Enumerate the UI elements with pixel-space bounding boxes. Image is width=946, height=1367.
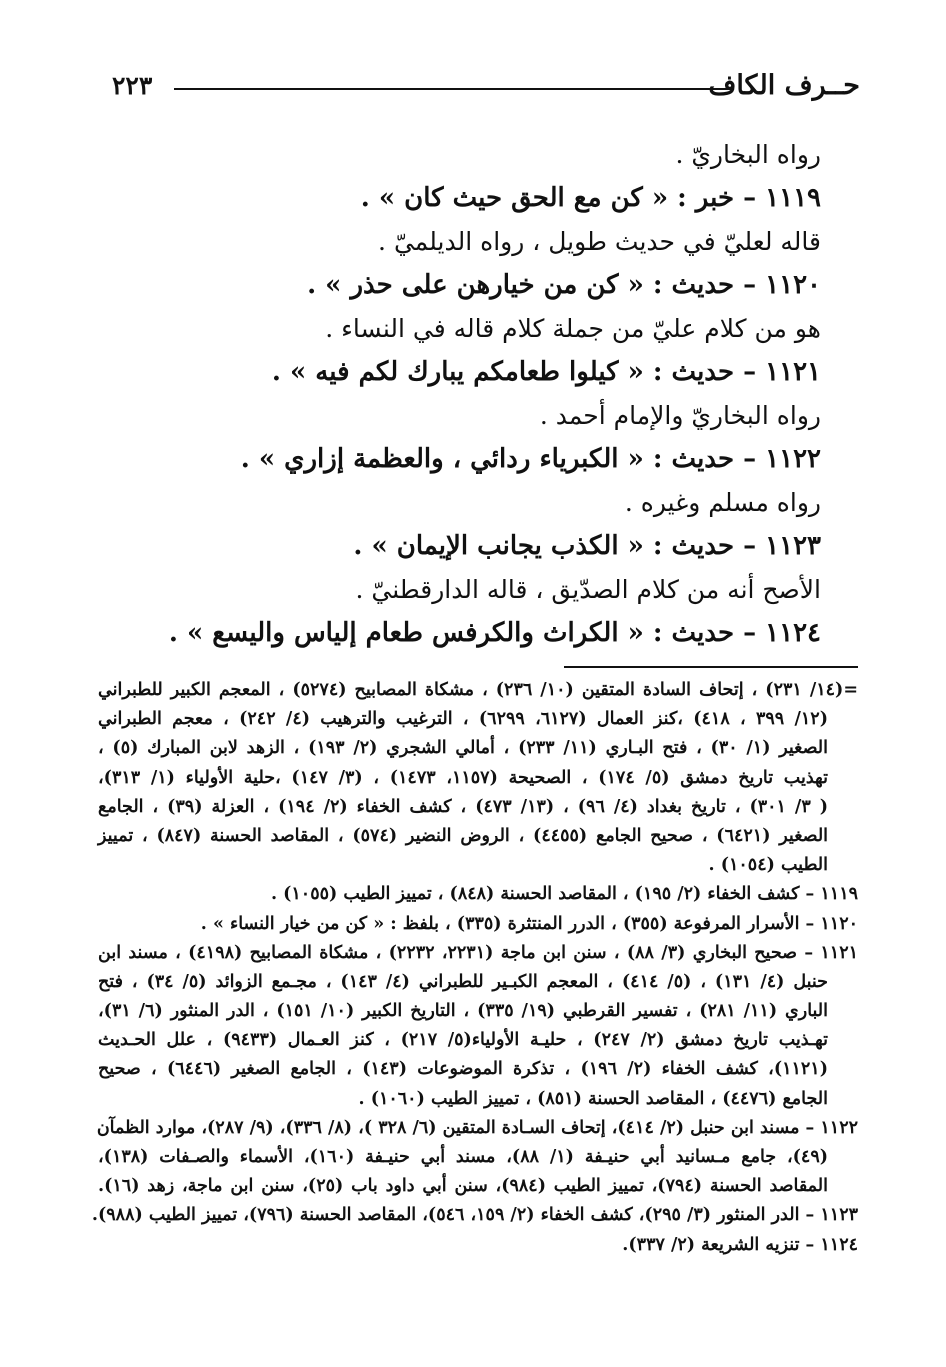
footnote-line: حنبل (٤/ ١٣١) ، (٥/ ٤١٤) ، المعجم الكبـير للطبراني (٤/ ١٤٣) ، مجـمع الزوائد (٥/ ٣٤) ، فتح (98, 971, 828, 992)
entry-heading: ١١٢٣ – حديث : « الكذب يجانب الإيمان » . (353, 530, 821, 561)
entry-comment: رواه البخاريّ . (675, 140, 821, 169)
footnote-line: ١١١٩ – كشف الخفاء (٢/ ١٩٥) ، المقاصد الحسنة (٨٤٨) ، تمييز الطيب (١٠٥٥) . (270, 884, 858, 905)
entry-comment: رواه مسلم وغيره . (624, 488, 821, 517)
footnote-line: المقاصد الحسنة (٧٩٤)، تمييز الطيب (٩٨٤)، سنن أبي داود باب (٢٥)، سنن ابن ماجة، زهد (١٦). (98, 1176, 828, 1197)
entry-heading: ١١٢٢ – حديث : « الكبرياء ردائي ، والعظمة إزاري » . (240, 443, 821, 474)
footnote-line: تهـذيب تاريخ دمشق (٢/ ٢٤٧) ، حليـة الأولياء(٥/ ٢١٧) ، كنز العـمال (٩٤٣٣) ، علل الحـديث (98, 1030, 828, 1051)
entry-comment: رواه البخاريّ والإمام أحمد . (539, 401, 821, 430)
entry-heading: ١١١٩ – خبر : « كن مع الحق حيث كان » . (360, 182, 821, 213)
footnote-line: (١١٢١)، كشف الخفاء (٢/ ١٩٦) ، تذكرة الموضوعات (١٤٣) ، الجامع الصغير (٦٤٤٦) ، صحيح (98, 1059, 828, 1080)
footnote-separator (564, 666, 858, 668)
main-text (121, 133, 821, 655)
footnote-line: ١١٢٤ – تنزيه الشريعة (٢/ ٣٣٧). (622, 1234, 858, 1255)
footnote-line: (١٢/ ٣٩٩ ، ٤١٨) ،كنز العمال (٦١٢٧، ٦٢٩٩) ، الترغيب والترهيب (٤/ ٢٤٢) ، معجم الطبراني (98, 709, 828, 730)
entry-comment: الأصح أنه من كلام الصدّيق ، قاله الدارقطنيّ . (355, 575, 821, 604)
footnote-line: ١١٢١ – صحيح البخاري (٣/ ٨٨) ، سنن ابن ماجة (٢٢٣١، ٢٢٣٢) ، مشكاة المصابيح (٤١٩٨) ، مسند ابن (98, 942, 858, 963)
footnote-line: ( ٣/ ٣٠١) ، تاريخ بغداد (٤/ ٩٦) ، (١٣/ ٤٧٣) ، كشف الخفاء (٢/ ١٩٤) ، العزلة (٣٩) ، الجامع (98, 796, 828, 817)
entry-heading: ١١٢٤ – حديث : « الكراث والكرفس طعام إلياس واليسع » . (168, 617, 821, 648)
footnote-line: تهذيب تاريخ دمشق (٥/ ١٧٤) ، الصحيحة (١١٥٧، ١٤٧٣) ، (٣/ ١٤٧) ،حلية الأولياء (١/ ٣١٣)، (98, 767, 828, 788)
entry-comment: هو من كلام عليّ من جملة كلام قاله في النساء . (325, 314, 821, 343)
footnote-line: الجامع (٤٤٧٦) ، المقاصد الحسنة (٨٥١) ، تمييز الطيب (١٠٦٠) . (358, 1088, 828, 1109)
footnote-line: الصغير (٦٤٢١) ، صحيح الجامع (٤٤٥٥) ، الروض النضير (٥٧٤) ، المقاصد الحسنة (٨٤٧) ، تمييز (98, 825, 829, 846)
entry-heading: ١١٢١ – حديث : « كيلوا طعامكم يبارك لكم فيه » . (271, 356, 821, 387)
page-number: ٢٢٣ (112, 71, 153, 100)
footnote-line: (٤٩)، جامع مـسانيد أبي حنيـفة (١/ ٨٨)، مسند أبي حنيـفة (١٦٠)، الأسماء والصـفات (١٣٨)، (98, 1147, 829, 1167)
footnote-line: الصغير (١/ ٣٠) ، فتح البـاري (١١/ ٢٣٣) ، أمالي الشجري (٢/ ١٩٣) ، الزهد لابن المبارك (٥) ، (98, 738, 828, 759)
footnote-line: الباري (١١/ ٢٨١) ، تفسير القرطبي (١٩/ ٣٣٥) ، التاريخ الكبير (١٠/ ١٥١) ، الدر المنثور (٦/ ٣١)، (98, 1001, 828, 1022)
entry-comment: قاله لعليّ في حديث طويل ، رواه الديلميّ . (378, 227, 821, 256)
header-rule (174, 88, 732, 90)
footnote-line: ١١٢٢ – مسند ابن حنبل (٢/ ٤١٤)، إتحاف السـادة المتقين (٦/ ٣٢٨ )، (٨/ ٣٣٦)، (٩/ ٢٨٧)، موارد الظمآن (96, 1117, 858, 1138)
running-title: حــرف الكاف (708, 70, 860, 101)
footnote-line: الطيب (١٠٥٤) . (708, 855, 828, 876)
footnotes (91, 676, 858, 1260)
footnote-line: ١١٢٣ – الدر المنثور (٣/ ٢٩٥)، كشف الخفاء (٢/ ١٥٩، ٥٤٦)، المقاصد الحسنة (٧٩٦)، تمييز الطيب (٩٨٨). (91, 1205, 858, 1226)
footnote-line: ١١٢٠ – الأسرار المرفوعة (٣٥٥) ، الدرر المنتثرة (٣٣٥) ، بلفظ : « كن من خيار النساء » . (200, 913, 858, 934)
page-header (112, 66, 860, 106)
footnote-line: =(١٤/ ٢٣١) ، إتحاف السادة المتقين (١٠/ ٢٣٦) ، مشكاة المصابيح (٥٢٧٤) ، المعجم الكبير للطبراني (98, 680, 858, 700)
entry-heading: ١١٢٠ – حديث : « كن من خيارهن على حذر » . (307, 269, 821, 300)
